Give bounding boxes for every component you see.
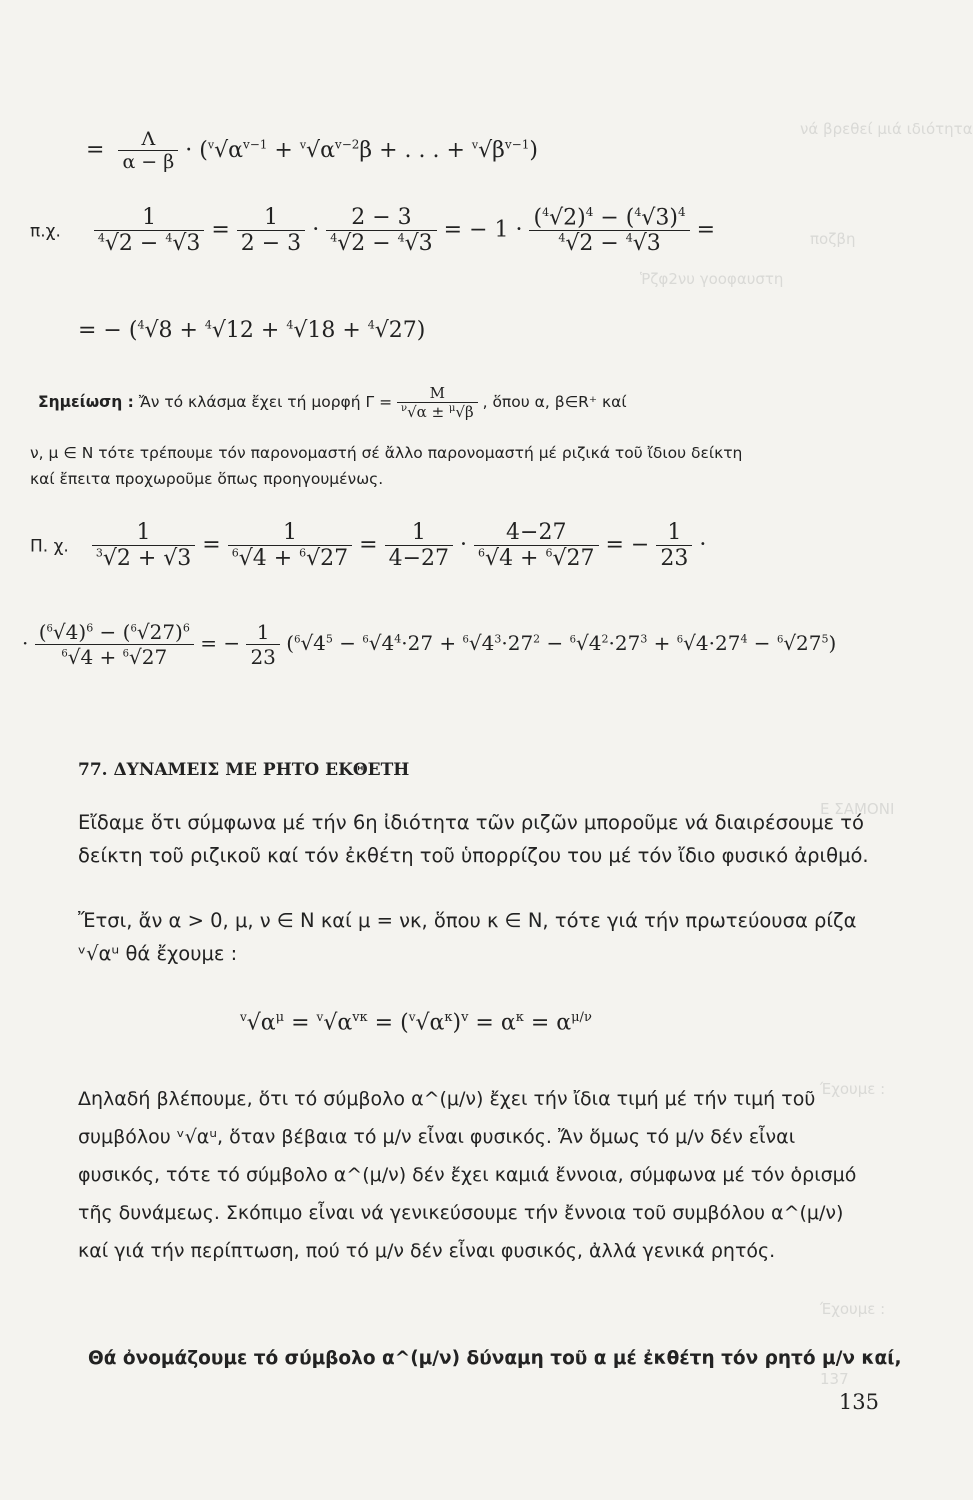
paragraph-1: Εἴδαμε ὅτι σύμφωνα μέ τήν 6η ἰδιότητα τῶν ριζῶν μποροῦμε νά διαιρέσουμε τό δείκτη τοῦ ριζικοῦ καί τόν ἐκθέτη τοῦ ὑπορρίζου του μέ τόν ἴδιο φυσικό ἀριθμό.	[78, 811, 869, 867]
paragraph-3: Δηλαδή βλέπουμε, ὅτι τό σύμβολο α^(μ/ν) ἔχει τήν ἴδια τιμή μέ τήν τιμή τοῦ συμβόλου ᵛ√αᵘ, ὅταν βέβαια τό μ/ν εἶναι φυσικός. Ἄν ὅμως τό μ/ν δέν εἶναι φυσικός, τότε τό σύμβολο α^(μ/ν) δέν ἔχει καμιά ἔννοια, σύμφωνα μέ τόν ὁρισμό τῆς δυνάμεως. Σκόπιμο εἶναι νά γενικεύσουμε τήν ἔννοια τοῦ συμβόλου α^(μ/ν) καί γιά τήν περίπτωση, πού τό μ/ν δέν εἶναι φυσικός, ἀλλά γενικά ρητός.	[78, 1088, 857, 1262]
math-line-3: = − ($^4$√8 + $^4$√12 + $^4$√18 + $^4$√27)	[78, 318, 426, 343]
math-line-1: = $\frac{\Lambda}{\alpha - \beta}$ · ($^v√\alpha^{v-1} + ^v√\alpha^{v-2}\beta$ + . . . + $^v√\beta^{v-1}$)	[86, 128, 538, 173]
note-line-1: Σημείωση : Ἄν τό κλάσμα ἔχει τή μορφή Γ = $\frac{M}{^\nu√\alpha \pm ^\mu√\beta}$ , ὅπου α, β∈R⁺ καί	[38, 384, 627, 421]
section-heading: 77. ΔΥΝΑΜΕΙΣ ΜΕ ΡΗΤΟ ΕΚΘΕΤΗ	[78, 760, 410, 780]
note-text-2: , ὅπου α, β∈R⁺ καί	[482, 393, 627, 411]
example-label: π.χ.	[30, 221, 61, 242]
page-number: 135	[838, 1390, 879, 1414]
note-text-1: Ἄν τό κλάσμα ἔχει τή μορφή Γ =	[138, 393, 393, 411]
example2-line-1: Π. χ. $\frac{1}{^3√2 + √3}$ = $\frac{1}{^6√4 + ^6√27}$ = $\frac{1}{4-27}$ · $\frac{4-27}{^6√4 + ^6√27}$ = − $\frac{1}{23}$ ·	[30, 520, 707, 571]
final-definition-line: Θά ὀνομάζουμε τό σύμβολο α^(μ/ν) δύναμη τοῦ α μέ ἐκθέτη τόν ρητό μ/ν καί,	[88, 1348, 902, 1369]
note-line-3: καί ἔπειτα προχωροῦμε ὅπως προηγουμένως.	[30, 470, 384, 488]
paragraph-2: Ἔτσι, ἄν α > 0, μ, ν ∈ N καί μ = νκ, ὅπου κ ∈ N, τότε γιά τήν πρωτεύουσα ρίζα ᵛ√αᵘ θά ἔχουμε :	[78, 909, 857, 965]
note-label: Σημείωση :	[38, 393, 134, 411]
math-line-2: π.χ. $\frac{1}{^4√2 - ^4√3}$ = $\frac{1}{2 - 3}$ · $\frac{2 - 3}{^4√2 - ^4√3}$ = − 1 · $\frac{(^4√2)^4 - (^4√3)^4}{^4√2 - ^4√3}$ =	[30, 205, 716, 257]
note-line-2: ν, μ ∈ N τότε τρέπουμε τόν παρονομαστή σέ ἄλλο παρονομαστή μέ ριζικά τοῦ ἴδιου δείκτη	[30, 444, 743, 462]
example2-line-2: · $\frac{(^6√4)^6 - (^6√27)^6}{^6√4 + ^6√27}$ = − $\frac{1}{23}$ $(^6√4^5 - ^6√4^4\cdot 27 + ^6√4^3\cdot 27^2 - ^6√4^2\cdot 27^3 + ^6√4\cdot 27^4 - ^6√27^5)$	[22, 620, 837, 669]
example2-label: Π. χ.	[30, 536, 69, 557]
central-equation: $^v√\alpha^\mu = ^v√\alpha^{v\kappa} = (^v√\alpha^\kappa)^v = \alpha^\kappa = \alpha^{\mu/\nu}$	[240, 1010, 592, 1036]
